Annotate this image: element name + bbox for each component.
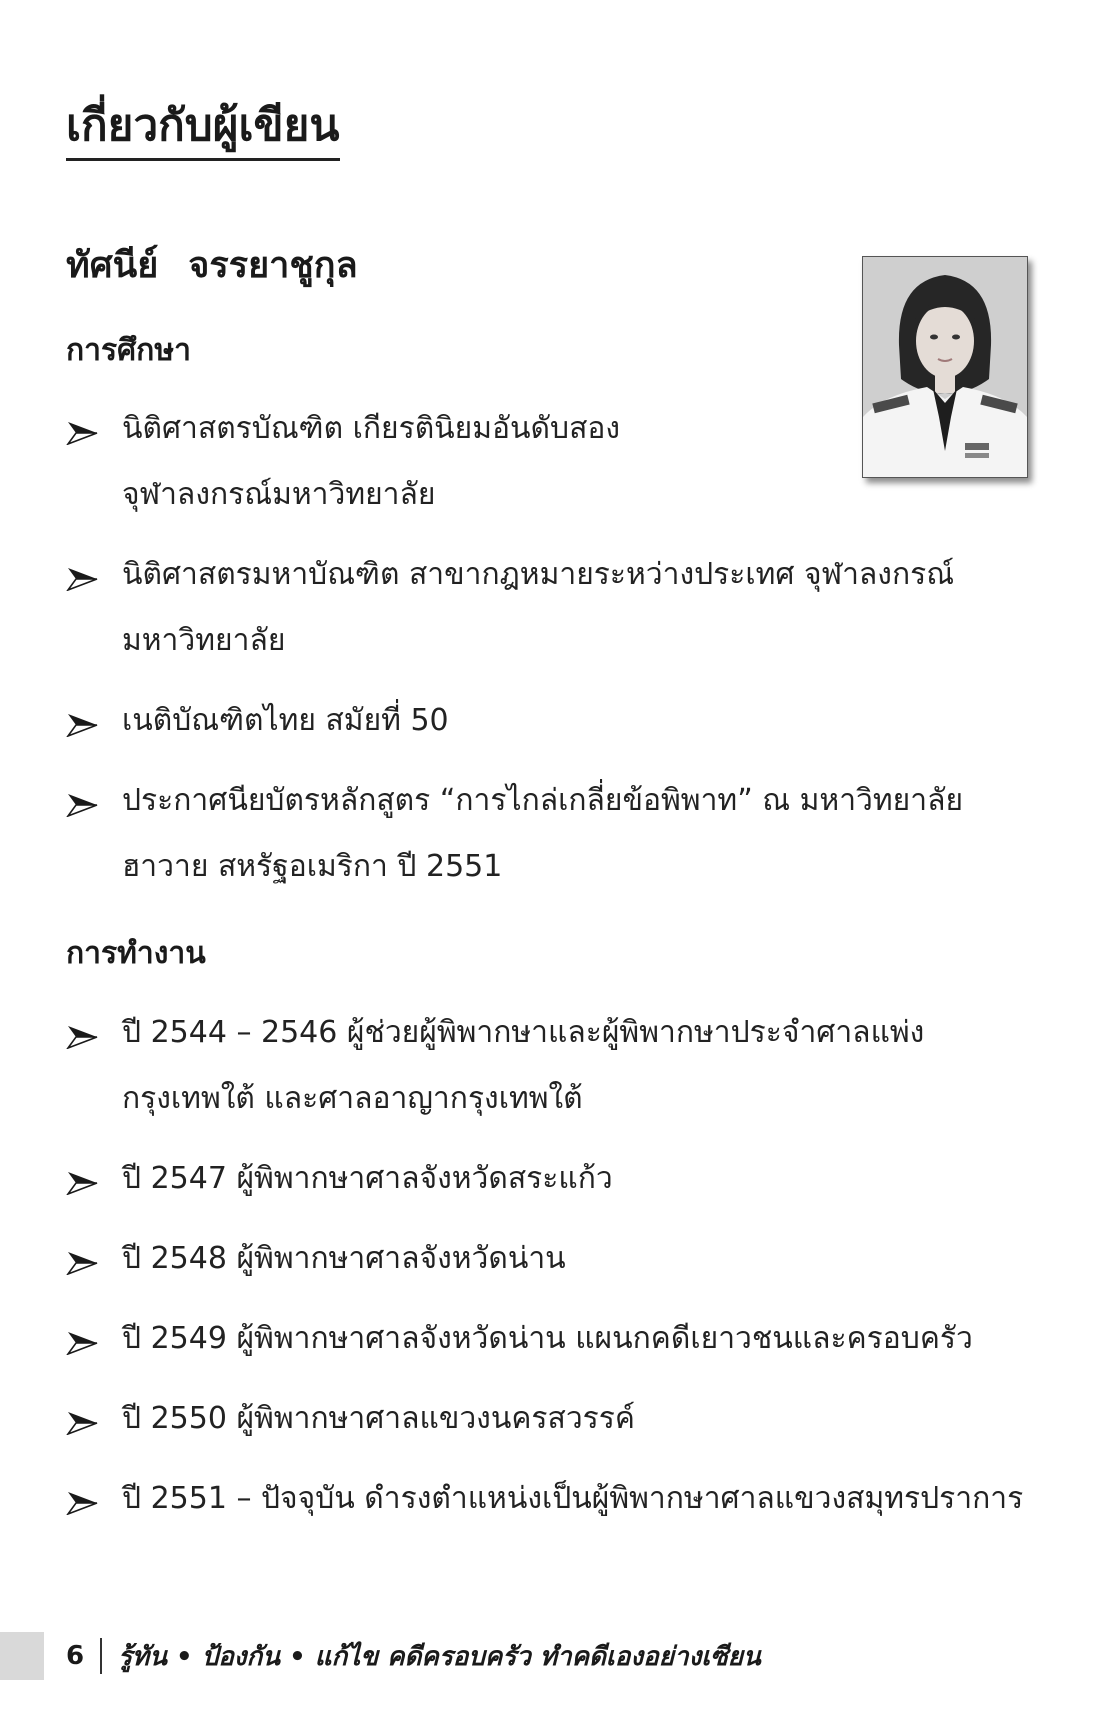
education-item-line: ประกาศนียบัตรหลักสูตร “การไกล่เกลี่ยข้อพิพาท” ณ มหาวิทยาลัย [122,783,964,818]
arrow-bullet-icon [66,1331,98,1355]
arrow-bullet-icon [66,1251,98,1275]
author-name [66,240,358,292]
work-list [66,1000,1046,1532]
page-heading: เกี่ยวกับผู้เขียน [66,96,340,161]
work-item-line: ปี 2544 – 2546 ผู้ช่วยผู้พิพากษาและผู้พิพากษาประจำศาลแพ่ง [122,1015,925,1050]
education-item [66,396,1046,528]
work-item [66,1466,1046,1532]
author-first-name: ทัศนีย์ [66,245,159,286]
work-item [66,1386,1046,1452]
work-item [66,1000,1046,1132]
education-section-title: การศึกษา [66,333,191,368]
education-item-line: นิติศาสตรบัณฑิต เกียรตินิยมอันดับสอง [122,411,621,446]
work-item [66,1146,1046,1212]
education-item [66,542,1046,674]
arrow-bullet-icon [66,793,98,817]
education-item [66,688,1046,754]
work-item-line: ปี 2548 ผู้พิพากษาศาลจังหวัดน่าน [122,1241,566,1276]
education-item [66,768,1046,900]
footer-divider [100,1638,102,1674]
arrow-bullet-icon [66,1171,98,1195]
education-item-line: จุฬาลงกรณ์มหาวิทยาลัย [122,477,436,512]
education-item-line: เนติบัณฑิตไทย สมัยที่ 50 [122,703,449,738]
arrow-bullet-icon [66,567,98,591]
footer-bar [0,1632,44,1680]
work-item [66,1226,1046,1292]
page-footer [66,1634,761,1678]
education-item-line: ฮาวาย สหรัฐอเมริกา ปี 2551 [122,849,503,884]
work-section-title: การทำงาน [66,936,206,971]
arrow-bullet-icon [66,1411,98,1435]
work-item-line: ปี 2547 ผู้พิพากษาศาลจังหวัดสระแก้ว [122,1161,613,1196]
arrow-bullet-icon [66,1491,98,1515]
arrow-bullet-icon [66,1025,98,1049]
work-item [66,1306,1046,1372]
work-item-line: ปี 2549 ผู้พิพากษาศาลจังหวัดน่าน แผนกคดีเยาวชนและครอบครัว [122,1321,973,1356]
education-list [66,396,1046,900]
author-last-name: จรรยาชูกุล [188,245,358,286]
work-item-line: กรุงเทพใต้ และศาลอาญากรุงเทพใต้ [122,1081,583,1116]
arrow-bullet-icon [66,421,98,445]
education-item-line: นิติศาสตรมหาบัณฑิต สาขากฎหมายระหว่างประเทศ จุฬาลงกรณ์ [122,557,955,592]
education-item-line: มหาวิทยาลัย [122,623,286,658]
work-item-line: ปี 2550 ผู้พิพากษาศาลแขวงนครสวรรค์ [122,1401,635,1436]
page-number: 6 [66,1641,85,1671]
arrow-bullet-icon [66,713,98,737]
book-title: รู้ทัน • ป้องกัน • แก้ไข คดีครอบครัว ทำคดีเองอย่างเซียน [118,1641,761,1672]
work-item-line: ปี 2551 – ปัจจุบัน ดำรงตำแหน่งเป็นผู้พิพากษาศาลแขวงสมุทรปราการ [122,1481,1024,1516]
